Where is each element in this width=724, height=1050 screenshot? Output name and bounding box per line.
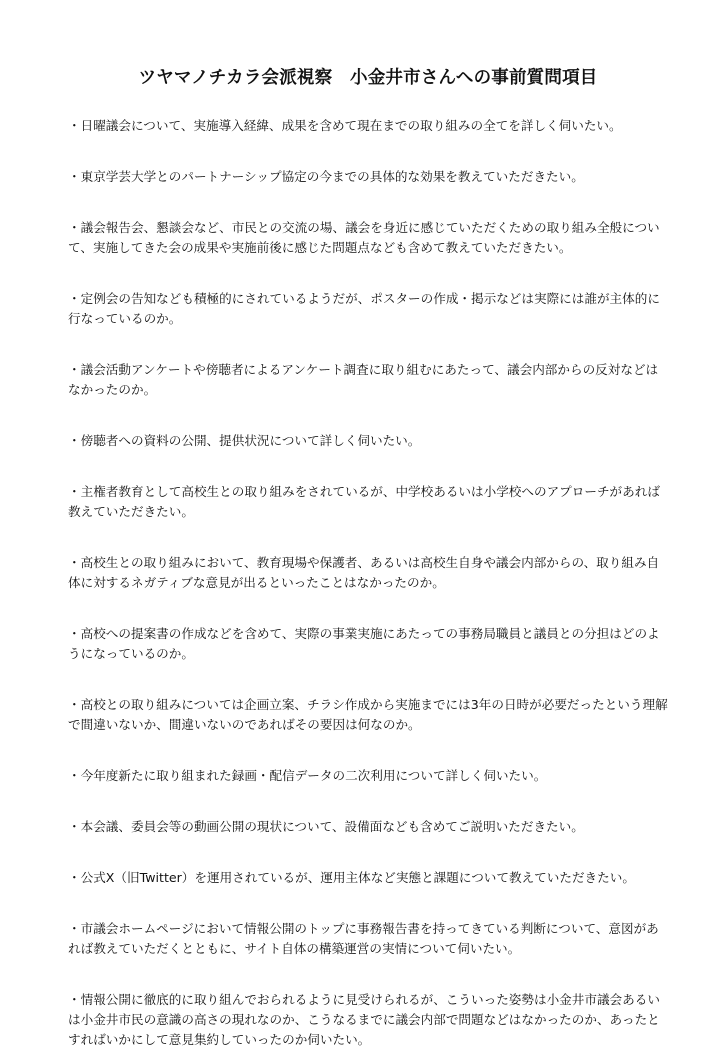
question-item-13: ・公式X（旧Twitter）を運用されているが、運用主体など実態と課題について教えていただきたい。 — [68, 870, 635, 885]
question-item-9: ・高校への提案書の作成などを含めて、実際の事業実施にあたっての事務局職員と議員との分担はどのようになっているのか。 — [68, 626, 660, 661]
question-item-6: ・傍聴者への資料の公開、提供状況について詳しく伺いたい。 — [68, 433, 421, 448]
question-item-10: ・高校との取り組みについては企画立案、チラシ作成から実施までには3年の日時が必要だったという理解で間違いないか、間違いないのであればその要因は何なのか。 — [68, 697, 668, 732]
question-item-3: ・議会報告会、懇談会など、市民との交流の場、議会を身近に感じていただくための取り組み全般について、実施してきた会の成果や実施前後に感じた問題点なども含めて教えていただきたい。 — [68, 220, 660, 255]
question-list — [68, 116, 668, 1050]
question-item-4: ・定例会の告知なども積極的にされているようだが、ポスターの作成・掲示などは実際には誰が主体的に行なっているのか。 — [68, 291, 660, 326]
question-item-5: ・議会活動アンケートや傍聴者によるアンケート調査に取り組むにあたって、議会内部からの反対などはなかったのか。 — [68, 362, 659, 397]
question-item-2: ・東京学芸大学とのパートナーシップ協定の今までの具体的な効果を教えていただきたい。 — [68, 169, 584, 184]
question-item-7: ・主権者教育として高校生との取り組みをされているが、中学校あるいは小学校へのアプローチがあれば教えていただきたい。 — [68, 484, 660, 519]
document-title: ツヤマノチカラ会派視察 小金井市さんへの事前質問項目 — [138, 68, 598, 88]
question-item-11: ・今年度新たに取り組まれた録画・配信データの二次利用について詳しく伺いたい。 — [68, 768, 547, 783]
question-item-8: ・高校生との取り組みにおいて、教育現場や保護者、あるいは高校生自身や議会内部からの、取り組み自体に対するネガティブな意見が出るといったことはなかったのか。 — [68, 555, 660, 590]
question-item-1: ・日曜議会について、実施導入経緯、成果を含めて現在までの取り組みの全てを詳しく伺いたい。 — [68, 118, 622, 133]
question-item-14: ・市議会ホームページにおいて情報公開のトップに事務報告書を持ってきている判断について、意図があれば教えていただくとともに、サイト自体の構築運営の実情について伺いたい。 — [68, 921, 659, 956]
question-item-12: ・本会議、委員会等の動画公開の現状について、設備面なども含めてご説明いただきたい。 — [68, 819, 584, 834]
question-item-15: ・情報公開に徹底的に取り組んでおられるように見受けられるが、こういった姿勢は小金井市議会あるいは小金井市民の意識の高さの現れなのか、こうなるまでに議会内部で問題などはなかったのか、あったとすればいかにして意見集約していったのか伺いたい。 — [68, 992, 660, 1047]
